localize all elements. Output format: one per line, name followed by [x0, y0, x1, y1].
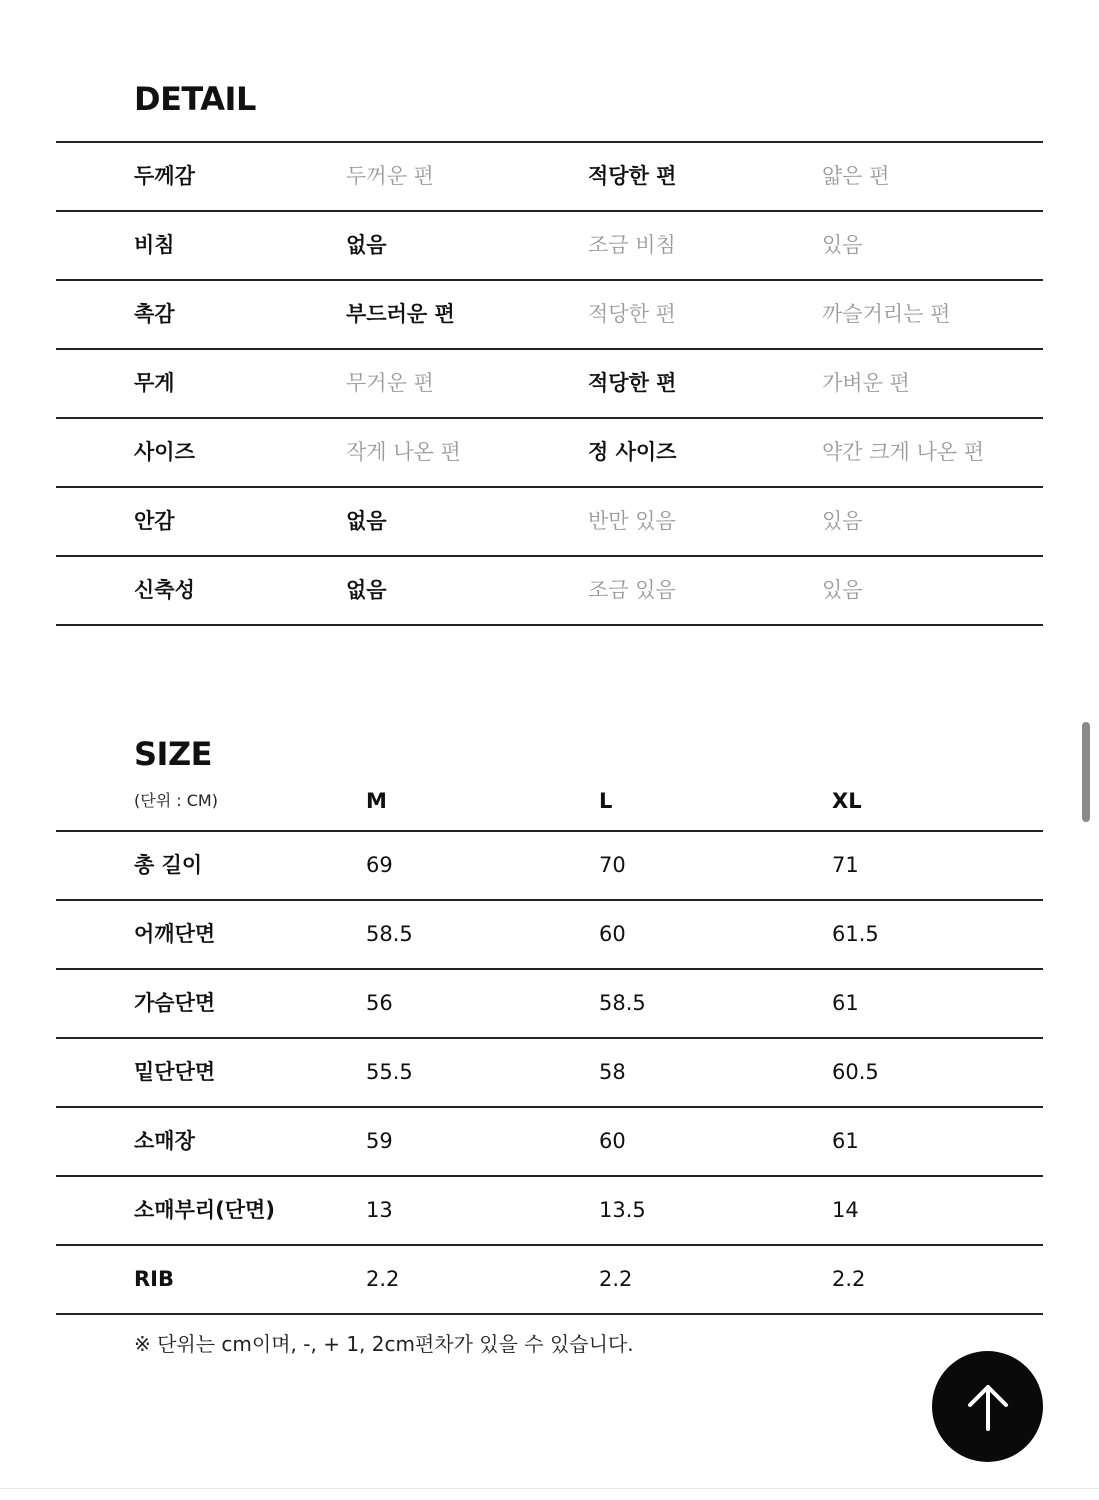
- unit-label: (단위 : CM): [134, 791, 218, 810]
- size-value: 56: [366, 991, 393, 1015]
- size-value: 60: [599, 922, 626, 946]
- size-value: 71: [832, 853, 859, 877]
- size-row-label: 소매장: [134, 1129, 195, 1153]
- detail-title: DETAIL: [134, 80, 256, 118]
- size-value: 58.5: [599, 991, 646, 1015]
- size-column-header-m: M: [366, 789, 387, 813]
- size-value: 55.5: [366, 1060, 413, 1084]
- size-row-label: 총 길이: [134, 853, 203, 877]
- detail-table: [56, 141, 1043, 626]
- page-scrollbar[interactable]: [1082, 722, 1090, 822]
- divider: [0, 1488, 1099, 1489]
- size-row-label: 소매부리(단면): [134, 1198, 275, 1222]
- size-row: [56, 1177, 1043, 1246]
- detail-row-label: 무게: [134, 371, 175, 395]
- size-row-label: 어깨단면: [134, 922, 216, 946]
- detail-row: [56, 488, 1043, 557]
- detail-option: 가벼운 편: [822, 371, 910, 395]
- size-value: 2.2: [366, 1267, 400, 1291]
- detail-row: [56, 281, 1043, 350]
- size-value: 61.5: [832, 922, 879, 946]
- size-row: [56, 901, 1043, 970]
- size-value: 69: [366, 853, 393, 877]
- size-row: [56, 1039, 1043, 1108]
- detail-row: [56, 212, 1043, 281]
- size-row-label: RIB: [134, 1267, 174, 1291]
- size-row-label: 가슴단면: [134, 991, 216, 1015]
- size-row: [56, 1108, 1043, 1177]
- detail-option-selected: 부드러운 편: [346, 302, 455, 326]
- detail-option: 무거운 편: [346, 371, 434, 395]
- detail-row: [56, 143, 1043, 212]
- size-value: 58.5: [366, 922, 413, 946]
- size-value: 60.5: [832, 1060, 879, 1084]
- detail-row-label: 안감: [134, 509, 175, 533]
- detail-option: 있음: [822, 233, 863, 257]
- size-value: 60: [599, 1129, 626, 1153]
- detail-option: 적당한 편: [588, 302, 676, 326]
- detail-option: 있음: [822, 578, 863, 602]
- detail-option: 까슬거리는 편: [822, 302, 951, 326]
- size-row: [56, 970, 1043, 1039]
- detail-row: [56, 350, 1043, 419]
- detail-row: [56, 557, 1043, 626]
- size-row-label: 밑단단면: [134, 1060, 216, 1084]
- detail-row-label: 촉감: [134, 302, 175, 326]
- detail-option-selected: 없음: [346, 509, 387, 533]
- detail-option: 반만 있음: [588, 509, 676, 533]
- size-value: 13: [366, 1198, 393, 1222]
- detail-option: 작게 나온 편: [346, 440, 461, 464]
- size-value: 13.5: [599, 1198, 646, 1222]
- detail-option: 조금 있음: [588, 578, 676, 602]
- detail-row-label: 사이즈: [134, 440, 195, 464]
- detail-option-selected: 없음: [346, 233, 387, 257]
- detail-option-selected: 없음: [346, 578, 387, 602]
- detail-option: 얇은 편: [822, 164, 890, 188]
- detail-option-selected: 적당한 편: [588, 164, 677, 188]
- size-value: 2.2: [832, 1267, 866, 1291]
- detail-option-selected: 적당한 편: [588, 371, 677, 395]
- size-value: 59: [366, 1129, 393, 1153]
- detail-option: 조금 비침: [588, 233, 676, 257]
- arrow-up-icon: [966, 1381, 1010, 1433]
- size-row: [56, 1246, 1043, 1315]
- scroll-to-top-button[interactable]: [932, 1351, 1043, 1462]
- size-column-header-l: L: [599, 789, 613, 813]
- size-value: 58: [599, 1060, 626, 1084]
- size-column-header-xl: XL: [832, 789, 862, 813]
- detail-option-selected: 정 사이즈: [588, 440, 677, 464]
- detail-row-label: 비침: [134, 233, 175, 257]
- size-value: 61: [832, 991, 859, 1015]
- size-row: [56, 832, 1043, 901]
- detail-row: [56, 419, 1043, 488]
- detail-option: 있음: [822, 509, 863, 533]
- detail-row-label: 신축성: [134, 578, 195, 602]
- size-value: 70: [599, 853, 626, 877]
- size-deviation-note: ※ 단위는 cm이며, -, + 1, 2cm편차가 있을 수 있습니다.: [134, 1332, 634, 1356]
- size-value: 2.2: [599, 1267, 633, 1291]
- detail-row-label: 두께감: [134, 164, 195, 188]
- size-title: SIZE: [134, 735, 213, 773]
- size-value: 61: [832, 1129, 859, 1153]
- size-value: 14: [832, 1198, 859, 1222]
- size-table: [56, 830, 1043, 1315]
- detail-option: 약간 크게 나온 편: [822, 440, 985, 464]
- detail-option: 두꺼운 편: [346, 164, 434, 188]
